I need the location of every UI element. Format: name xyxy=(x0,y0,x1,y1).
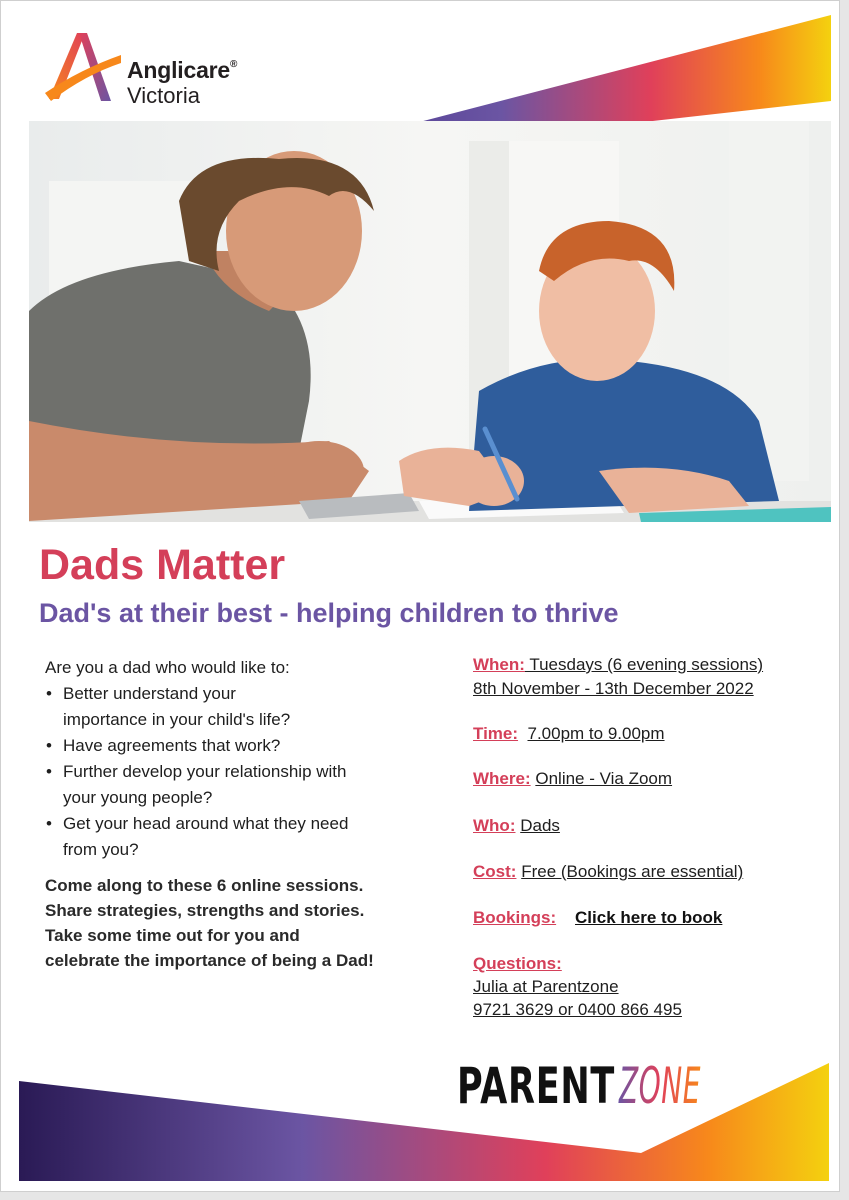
when-value: Tuesdays (6 evening sessions) xyxy=(524,655,764,674)
who-value: Dads xyxy=(520,816,560,835)
bookings-label: Bookings: xyxy=(473,908,557,927)
when-row xyxy=(473,655,763,675)
where-row xyxy=(473,769,672,789)
brand-name-line2: Victoria xyxy=(127,83,200,108)
parentzone-part2: ZONE xyxy=(617,1057,701,1113)
cost-value: Free (Bookings are essential) xyxy=(521,862,744,881)
questions-contact-row xyxy=(473,977,619,997)
time-label: Time: xyxy=(473,724,519,743)
parentzone-part1: PARENT xyxy=(457,1057,615,1113)
cost-label: Cost: xyxy=(473,862,517,881)
list-item-continuation: importance in your child's life? xyxy=(63,710,291,729)
time-row xyxy=(473,724,665,744)
hero-photo-dad-and-son xyxy=(29,121,831,522)
questions-phone-row xyxy=(473,1000,682,1020)
bookings-row xyxy=(473,908,722,928)
parentzone-logo xyxy=(457,1053,717,1126)
who-label: Who: xyxy=(473,816,516,835)
parentzone-wordmark xyxy=(457,1053,717,1113)
questions-phone: 9721 3629 or 0400 866 495 xyxy=(473,1000,682,1019)
questions-contact: Julia at Parentzone xyxy=(473,977,619,996)
benefits-list xyxy=(45,681,435,863)
anglicare-mark-icon xyxy=(41,29,123,105)
cost-row xyxy=(473,862,743,882)
page-subtitle: Dad's at their best - helping children to thrive xyxy=(39,598,619,628)
left-column xyxy=(45,655,435,990)
who-row xyxy=(473,816,560,836)
brand-name-line1: Anglicare® xyxy=(127,57,238,83)
when-label: When: xyxy=(473,655,525,674)
time-value: 7.00pm to 9.00pm xyxy=(527,724,665,743)
list-item-continuation: your young people? xyxy=(63,788,213,807)
list-item: • Further develop your relationship with xyxy=(63,759,435,785)
anglicare-logo xyxy=(41,29,281,109)
closing-paragraph: Come along to these 6 online sessions. Share strategies, strengths and stories. Take some time out for you and celebrate the importance of being a Dad! xyxy=(45,876,374,970)
list-item: • Have agreements that work? xyxy=(63,733,435,759)
page-title: Dads Matter xyxy=(39,541,286,589)
list-item: • Get your head around what they need xyxy=(63,811,435,837)
intro-text: Are you a dad who would like to: xyxy=(45,658,290,677)
when-dates-row xyxy=(473,679,754,699)
questions-label: Questions: xyxy=(473,954,562,973)
list-item-continuation: from you? xyxy=(63,840,139,859)
when-dates: 8th November - 13th December 2022 xyxy=(473,679,754,698)
book-now-link[interactable]: Click here to book xyxy=(575,908,723,927)
questions-row xyxy=(473,954,562,974)
list-item: • Better understand your xyxy=(63,681,435,707)
where-value: Online - Via Zoom xyxy=(535,769,673,788)
where-label: Where: xyxy=(473,769,531,788)
